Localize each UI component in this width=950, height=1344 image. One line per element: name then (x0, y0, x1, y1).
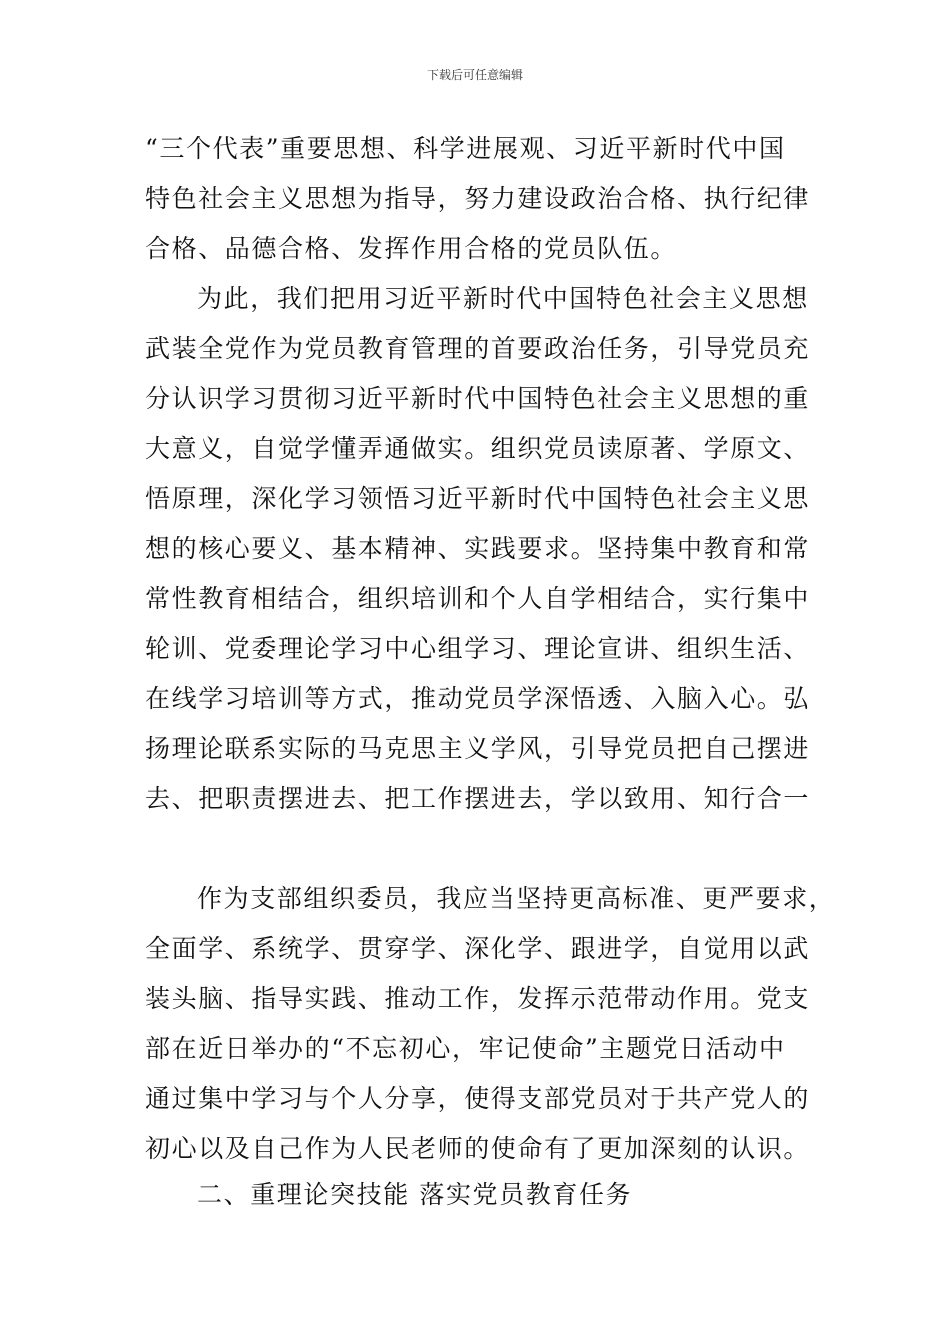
text-line: 为此，我们把用习近平新时代中国特色社会主义思想 (197, 284, 809, 313)
text-line: 分认识学习贯彻习近平新时代中国特色社会主义思想的重 (145, 384, 811, 413)
text-line: 通过集中学习与个人分享，使得支部党员对于共产党人的 (145, 1084, 811, 1113)
text-line: “三个代表”重要思想、科学进展观、习近平新时代中国 (145, 134, 786, 163)
text-line: 想的核心要义、基本精神、实践要求。坚持集中教育和常 (145, 534, 811, 563)
text-line: 去、把职责摆进去、把工作摆进去，学以致用、知行合一 (145, 784, 811, 813)
text-line: 初心以及自己作为人民老师的使命有了更加深刻的认识。 (145, 1134, 811, 1163)
paragraph-3 (145, 874, 836, 1174)
page-header-note: 下载后可任意编辑 (426, 68, 523, 82)
text-line: 大意义，自觉学懂弄通做实。组织党员读原著、学原文、 (145, 434, 811, 463)
text-line: 装头脑、指导实践、推动工作，发挥示范带动作用。党支 (145, 984, 811, 1013)
text-line: 悟原理，深化学习领悟习近平新时代中国特色社会主义思 (145, 484, 811, 513)
text-line: 在线学习培训等方式，推动党员学深悟透、入脑入心。弘 (145, 684, 811, 713)
section-heading-text: 二、重理论突技能 落实党员教育任务 (197, 1180, 633, 1209)
text-line: 扬理论联系实际的马克思主义学风，引导党员把自己摆进 (145, 734, 811, 763)
text-line: 部在近日举办的“不忘初心，牢记使命”主题党日活动中 (145, 1034, 786, 1063)
text-line: 轮训、党委理论学习中心组学习、理论宣讲、组织生活、 (145, 634, 811, 663)
paragraph-1 (145, 124, 825, 274)
text-line: 常性教育相结合，组织培训和个人自学相结合，实行集中 (145, 584, 811, 613)
paragraph-2 (145, 274, 825, 824)
text-line: 作为支部组织委员，我应当坚持更高标准、更严要求， (197, 884, 836, 913)
text-line: 武装全党作为党员教育管理的首要政治任务，引导党员充 (145, 334, 811, 363)
text-line: 特色社会主义思想为指导，努力建设政治合格、执行纪律 (145, 184, 811, 213)
text-line: 合格、品德合格、发挥作用合格的党员队伍。 (145, 234, 678, 263)
section-heading (145, 1170, 825, 1220)
text-line: 全面学、系统学、贯穿学、深化学、跟进学，自觉用以武 (145, 934, 811, 963)
